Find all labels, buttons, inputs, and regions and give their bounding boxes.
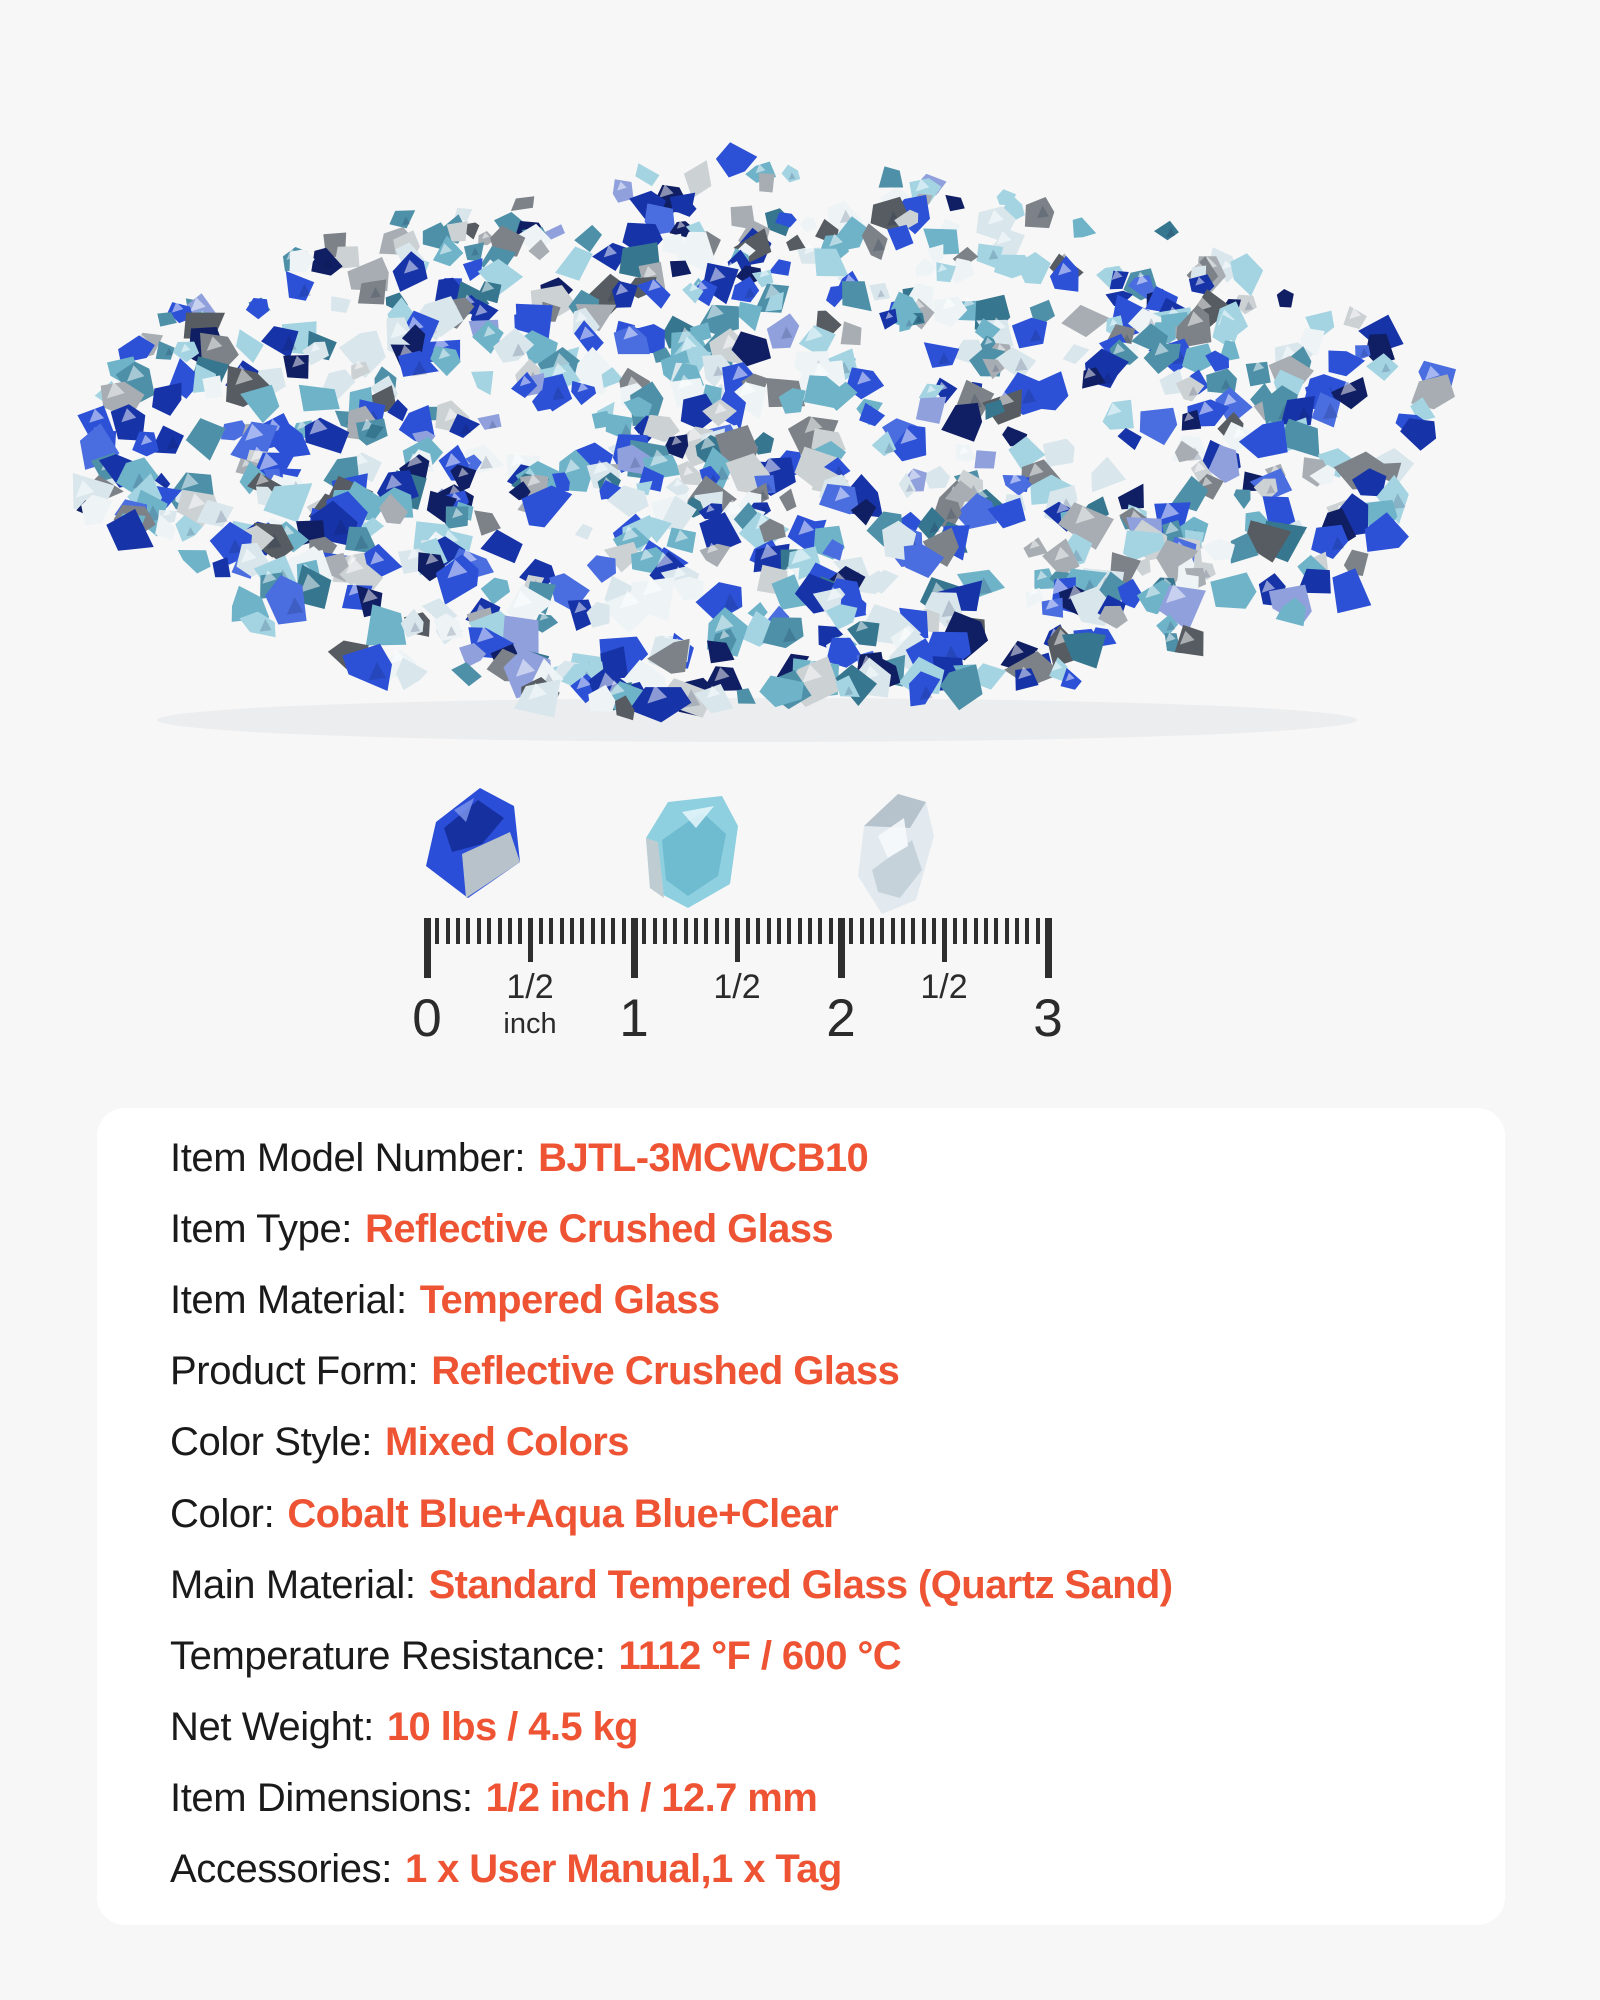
spec-value: Mixed Colors	[384, 1420, 629, 1465]
ruler-tick	[901, 918, 905, 944]
ruler-tick	[849, 918, 853, 944]
ruler-tick	[829, 918, 833, 944]
spec-label: Item Type:	[170, 1206, 353, 1251]
ruler-tick	[860, 918, 864, 944]
ruler-tick	[601, 918, 605, 944]
ruler-tick	[777, 918, 781, 944]
spec-list	[97, 1108, 1505, 1905]
ruler-tick	[694, 918, 698, 944]
spec-value: 1 x User Manual,1 x Tag	[404, 1847, 842, 1892]
ruler-tick	[424, 918, 431, 978]
ruler-tick	[922, 918, 926, 944]
ruler-tick	[1015, 918, 1019, 944]
spec-value: Reflective Crushed Glass	[365, 1206, 834, 1251]
spec-row-model-number	[170, 1122, 1465, 1193]
sample-piece-aqua-blue	[646, 796, 738, 908]
spec-row-item-material	[170, 1264, 1465, 1335]
spec-row-main-material	[170, 1549, 1465, 1620]
ruler-tick	[580, 918, 584, 944]
ruler-tick	[725, 918, 729, 944]
ruler-tick	[518, 918, 522, 944]
ruler-tick	[994, 918, 998, 944]
crushed-glass-pile-photo	[25, 140, 1495, 755]
ruler-tick	[622, 918, 626, 944]
ruler-tick	[838, 918, 845, 978]
ruler-tick	[735, 918, 740, 962]
spec-row-item-dimensions	[170, 1763, 1465, 1834]
spec-row-temperature-resistance	[170, 1620, 1465, 1691]
ruler-tick	[466, 918, 470, 944]
ruler-tick	[704, 918, 708, 944]
spec-value: Cobalt Blue+Aqua Blue+Clear	[287, 1491, 838, 1536]
ruler-tick	[1005, 918, 1009, 944]
ruler-tick	[808, 918, 812, 944]
ruler-tick	[767, 918, 771, 944]
ruler-tick	[891, 918, 895, 944]
ruler-tick	[560, 918, 564, 944]
ruler-tick	[477, 918, 481, 944]
ruler-tick	[684, 918, 688, 944]
ruler-tick	[435, 918, 439, 944]
sample-piece-cobalt-blue	[426, 788, 520, 898]
spec-label: Color:	[170, 1491, 275, 1536]
sample-piece-clear	[858, 794, 934, 914]
ruler-tick	[756, 918, 760, 944]
ruler-tick	[746, 918, 750, 944]
ruler-number-0: 0	[412, 989, 442, 1048]
ruler-tick	[498, 918, 502, 944]
spec-row-accessories	[170, 1834, 1465, 1905]
ruler-half-label: 1/2	[920, 968, 968, 1006]
ruler-tick	[456, 918, 460, 944]
ruler-tick	[631, 918, 638, 978]
ruler-tick	[1025, 918, 1029, 944]
ruler-tick	[539, 918, 543, 944]
ruler-tick	[932, 918, 936, 944]
spec-label: Item Dimensions:	[170, 1776, 473, 1821]
ruler-tick	[549, 918, 553, 944]
ruler-tick	[880, 918, 884, 944]
ruler-tick	[984, 918, 988, 944]
spec-label: Accessories:	[170, 1847, 392, 1892]
spec-card	[97, 1108, 1505, 1925]
ruler-unit-label: inch	[503, 1008, 557, 1040]
spec-label: Net Weight:	[170, 1705, 374, 1750]
spec-label: Item Material:	[170, 1277, 407, 1322]
spec-value: Tempered Glass	[419, 1277, 720, 1322]
spec-label: Temperature Resistance:	[170, 1633, 606, 1678]
ruler-tick	[591, 918, 595, 944]
ruler-half-label: 1/2	[506, 968, 554, 1006]
ruler-tick	[798, 918, 802, 944]
spec-row-net-weight	[170, 1692, 1465, 1763]
ruler-tick	[1036, 918, 1040, 944]
spec-value: 10 lbs / 4.5 kg	[386, 1705, 638, 1750]
spec-row-color-style	[170, 1407, 1465, 1478]
ruler-tick	[818, 918, 822, 944]
ruler-number-2: 2	[826, 989, 856, 1048]
ruler-tick	[787, 918, 791, 944]
spec-row-product-form	[170, 1336, 1465, 1407]
ruler-tick	[642, 918, 646, 944]
spec-value: BJTL-3MCWCB10	[538, 1135, 869, 1180]
spec-value: 1/2 inch / 12.7 mm	[485, 1776, 818, 1821]
ruler-tick	[446, 918, 450, 944]
spec-value: 1112 °F / 600 °C	[618, 1633, 902, 1678]
spec-value: Reflective Crushed Glass	[431, 1349, 900, 1394]
ruler-tick	[953, 918, 957, 944]
ruler-tick	[974, 918, 978, 944]
ruler-tick	[528, 918, 533, 962]
ruler-tick	[508, 918, 512, 944]
spec-label: Item Model Number:	[170, 1135, 526, 1180]
ruler-number-1: 1	[619, 989, 649, 1048]
ruler-tick	[1045, 918, 1052, 978]
ruler-tick	[870, 918, 874, 944]
ruler-tick	[942, 918, 947, 962]
spec-label: Main Material:	[170, 1562, 416, 1607]
ruler-tick	[911, 918, 915, 944]
ruler-tick	[715, 918, 719, 944]
inch-ruler	[412, 918, 1063, 1058]
ruler-tick	[663, 918, 667, 944]
ruler-half-label: 1/2	[713, 968, 761, 1006]
spec-label: Product Form:	[170, 1349, 419, 1394]
ruler-number-3: 3	[1033, 989, 1063, 1048]
spec-row-item-type	[170, 1193, 1465, 1264]
ruler-tick	[673, 918, 677, 944]
ruler-tick	[653, 918, 657, 944]
ruler-tick	[963, 918, 967, 944]
spec-row-color	[170, 1478, 1465, 1549]
spec-label: Color Style:	[170, 1420, 372, 1465]
spec-value: Standard Tempered Glass (Quartz Sand)	[428, 1562, 1173, 1607]
ruler-tick	[611, 918, 615, 944]
ruler-tick	[570, 918, 574, 944]
sample-glass-pieces	[400, 778, 960, 936]
ruler-tick	[487, 918, 491, 944]
